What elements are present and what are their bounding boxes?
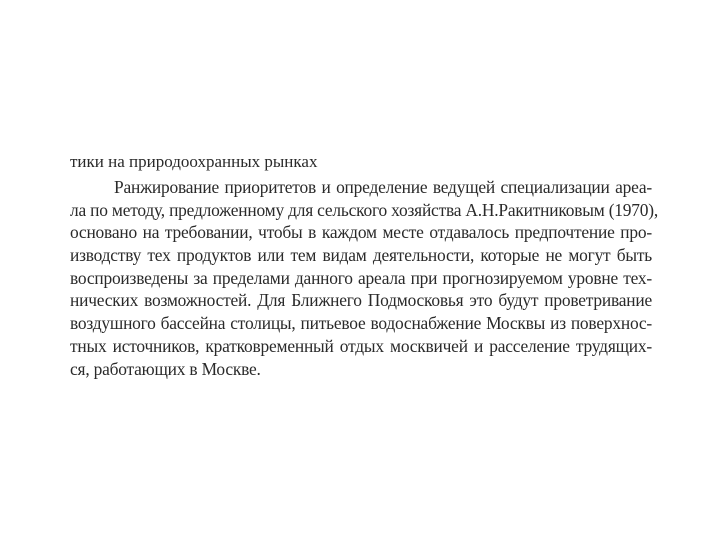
body-paragraph (70, 176, 659, 380)
paragraph-line: нических возможностей. Для Ближнего Подмосковья это будут проветривание (70, 290, 652, 311)
paragraph-line: ся, работающих в Москве. (70, 358, 261, 379)
paragraph-line: основано на требовании, чтобы в каждом месте отдавалось предпочтение про- (70, 222, 652, 243)
paragraph-line: Ранжирование приоритетов и определение ведущей специализации ареа- (114, 177, 652, 197)
cropped-text-line (70, 152, 370, 175)
paragraph-line: воспроизведены за пределами данного ареала при прогнозируемом уровне тех- (70, 267, 652, 288)
paragraph-line: воздушного бассейна столицы, питьевое водоснабжение Москвы из поверхнос- (70, 313, 652, 334)
paragraph-line: тных источников, кратковременный отдых москвичей и расселение трудящих- (70, 335, 652, 356)
paragraph-line: изводству тех продуктов или тем видам деятельности, которые не могут быть (70, 245, 652, 266)
cropped-text: тики на природоохранных рынках (70, 152, 318, 171)
paragraph-line: ла по методу, предложенному для сельского хозяйства А.Н.Ракитниковым (1970), (70, 199, 659, 220)
